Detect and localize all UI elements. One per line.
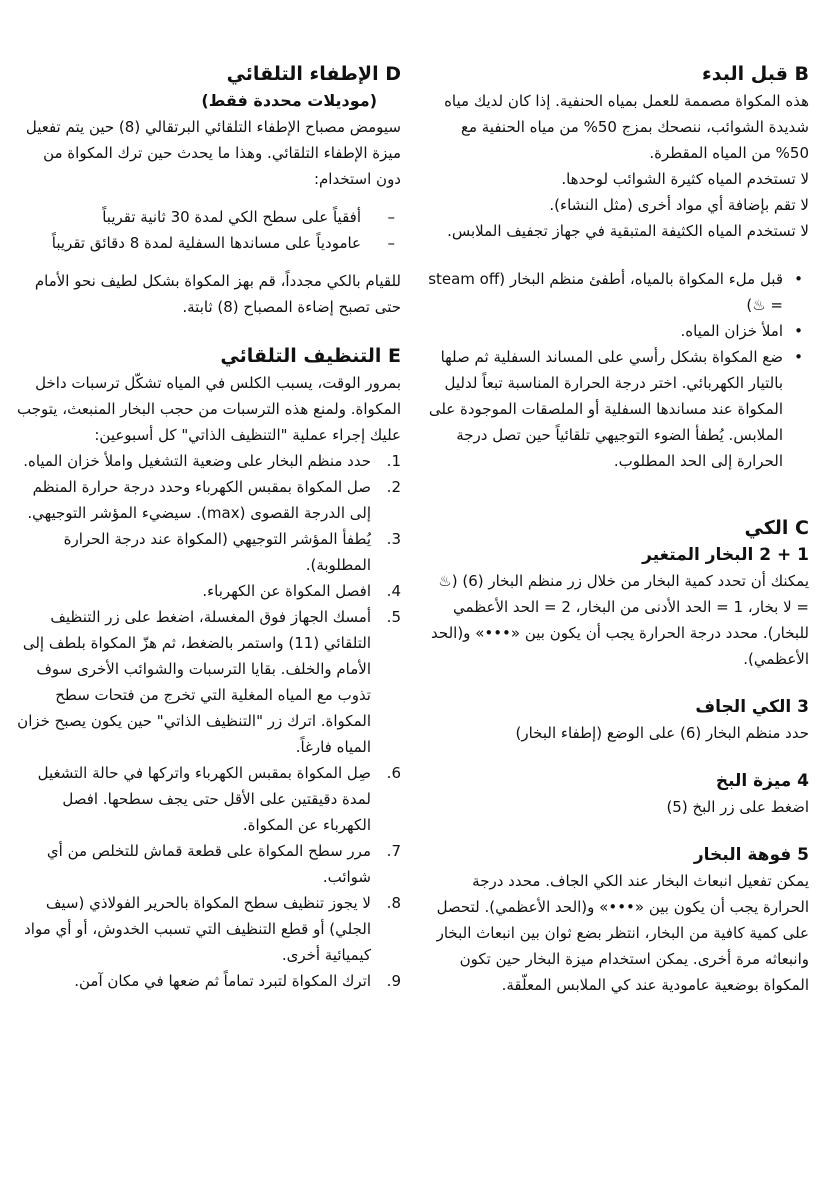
section-b-bullet-list [424,266,809,474]
section-d-outro: للقيام بالكي مجدداً، قم بهز المكواة بشكل لطيف نحو الأمام حتى تصبح إضاءة المصباح (8) ثابتة. [34,272,401,316]
step-text: يُطفأ المؤشر التوجيهي (المكواة عند درجة الحرارة المطلوبة). [63,530,371,574]
step-number: 6. [386,764,401,782]
section-d-title: D الإطفاء التلقائي [226,63,401,85]
list-item [16,448,401,474]
section-b-note-3: لا تستخدم المياه الكثيفة المتبقية في جهاز تجفيف الملابس. [447,222,809,240]
list-item: • ضع المكواة بشكل رأسي على المساند السفلية ثم صلها بالتيار الكهربائي. اختر درجة الحرارة المناسبة تبعاً لدليل المكواة عند مساندها السفلية أو الملصقات الموجودة على الملابس. يُطفأ الضوء التوجيهي تلقائياً حين تصل درجة الحرارة إلى الحد المطلوب. [424,344,809,474]
list-item: • قبل ملء المكواة بالمياه، أطفئ منظم البخار (steam off = ♨) [424,266,809,318]
list-item [16,760,401,838]
section-d [16,60,401,320]
section-b-note-2: لا تقم بإضافة أي مواد أخرى (مثل النشاء). [549,196,809,214]
step-number: 5. [386,608,401,626]
section-c-sub5-title: 5 فوهة البخار [693,845,809,865]
section-c-sub3-text: حدد منظم البخار (6) على الوضع (إطفاء البخار) [515,724,809,742]
section-b-intro: هذه المكواة مصممة للعمل بمياه الحنفية. إذا كان لديك مياه شديدة الشوائب، ننصحك بمزج 50% من مياه الحنفية مع 50% من المياه المقطرة. [444,92,809,162]
step-number: 3. [386,530,401,548]
step-text: اترك المكواة لتبرد تماماً ثم ضعها في مكان آمن. [74,972,371,990]
section-c-sub4-text: اضغط على زر البخ (5) [666,798,809,816]
list-item [16,578,401,604]
section-d-intro: سيومض مصباح الإطفاء التلقائي البرتقالي (8) حين يتم تفعيل ميزة الإطفاء التلقائي. وهذا ما يحدث حين ترك المكواة من دون استخدام: [25,118,401,188]
section-e [16,342,401,994]
step-number: 1. [386,452,401,470]
right-column [424,60,809,998]
step-text: أمسك الجهاز فوق المغسلة، اضغط على زر التنظيف التلقائي (11) واستمر بالضغط، ثم هزّ المكواة بلطف إلى الأمام والخلف. بقايا الترسبات والشوائب الأخرى سوف تذوب مع المياه المغلية التي تخرج من فتحات سطح المكواة. اترك زر "التنظيف الذاتي" حين يكون يصبح خزان المياه فارغاً. [17,608,371,756]
left-column [16,60,401,994]
section-b-note-1: لا تستخدم المياه كثيرة الشوائب لوحدها. [561,170,809,188]
section-c-sub5-text: يمكن تفعيل انبعاث البخار عند الكي الجاف. محدد درجة الحرارة يجب أن يكون بين «•••» و(الحد الأعظمي). لتحصل على كمية كافية من البخار، انتظر بضع ثوان بين انبعاث البخار وانبعاثه مرة أخرى. يمكن استخدام ميزة البخار حين تكون المكواة بوضعية عامودية عند كي الملابس المعلّقة. [436,872,809,994]
list-item [16,968,401,994]
section-e-steps [16,448,401,994]
section-b [424,60,809,474]
list-item [16,474,401,526]
section-c [424,514,809,998]
section-d-dash-list [16,204,401,256]
step-text: صِل المكواة بمقبس الكهرباء واتركها في حالة التشغيل لمدة دقيقتين على الأقل حتى يجف سطحها. افصل الكهرباء عن المكواة. [37,764,371,834]
list-item [16,838,401,890]
step-text: لا يجوز تنظيف سطح المكواة بالحرير الفولاذي (سيف الجلي) أو قطع التنظيف التي تسبب الخدوش، أو أي مواد كيميائية أخرى. [24,894,371,964]
step-number: 8. [386,894,401,912]
step-number: 9. [386,972,401,990]
list-item: – عامودياً على مساندها السفلية لمدة 8 دقائق تقريباً [16,230,401,256]
list-item [16,604,401,760]
section-e-intro: بمرور الوقت، يسبب الكلس في المياه تشكّل ترسبات داخل المكواة. ولمنع هذه الترسبات من حجب البخار المنبعث، يتوجب عليك إجراء عملية "التنظيف الذاتي" كل أسبوعين: [17,374,401,444]
section-c-title: C الكي [744,517,809,539]
list-item: – أفقياً على سطح الكي لمدة 30 ثانية تقريباً [16,204,401,230]
step-text: افصل المكواة عن الكهرباء. [202,582,371,600]
step-text: صل المكواة بمقبس الكهرباء وحدد درجة حرارة المنظم إلى الدرجة القصوى (max). سيضيء المؤشر التوجيهي. [27,478,371,522]
section-c-sub1-title: 1 + 2 البخار المتغير [642,545,809,565]
step-number: 7. [386,842,401,860]
step-number: 2. [386,478,401,496]
list-item: • املأ خزان المياه. [424,318,809,344]
section-e-title: E التنظيف التلقائي [220,345,401,367]
step-text: مرر سطح المكواة على قطعة قماش للتخلص من أي شوائب. [46,842,371,886]
list-item [16,890,401,968]
step-text: حدد منظم البخار على وضعية التشغيل واملأ خزان المياه. [23,452,371,470]
section-c-sub1-text: يمكنك أن تحدد كمية البخار من خلال زر منظم البخار (6) (♨ = لا بخار، 1 = الحد الأدنى من البخار، 2 = الحد الأعظمي للبخار). محدد درجة الحرارة يجب أن يكون بين «•••» و(الحد الأعظمي). [431,572,809,668]
section-c-sub4-title: 4 ميزة البخ [715,771,809,791]
step-number: 4. [386,582,401,600]
list-item [16,526,401,578]
section-b-title: B قبل البدء [702,63,809,85]
section-c-sub3-title: 3 الكي الجاف [695,697,809,717]
section-d-subtitle: (موديلات محددة فقط) [201,91,377,110]
